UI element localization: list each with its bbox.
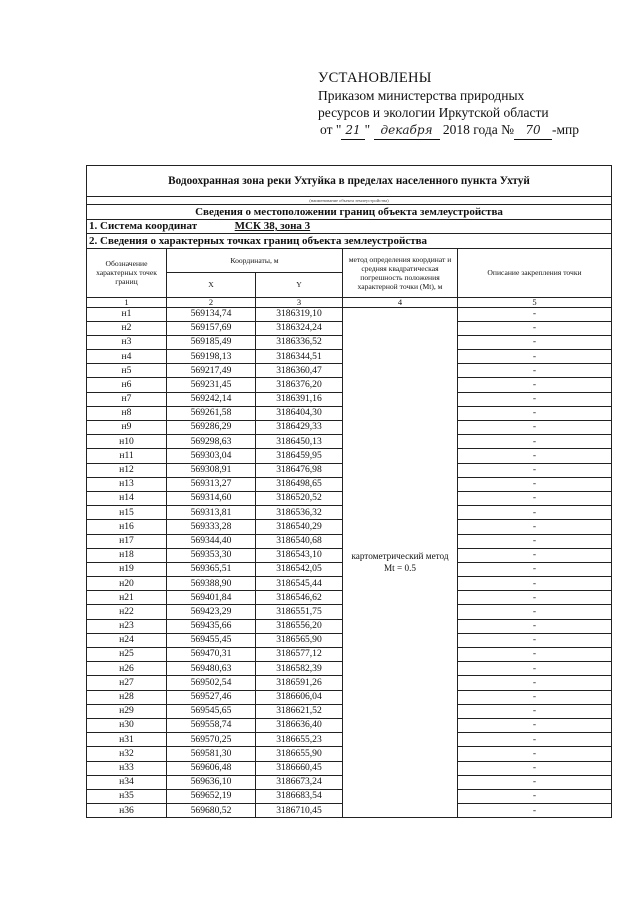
- header-x: X: [167, 272, 256, 297]
- point-description: -: [458, 804, 612, 818]
- point-description: -: [458, 676, 612, 690]
- point-id: н13: [87, 477, 167, 491]
- coord-x: 569231,45: [167, 378, 256, 392]
- header-coordinates: Координаты, м: [167, 248, 343, 272]
- point-description: -: [458, 619, 612, 633]
- handwritten-order-number: 70: [514, 122, 552, 140]
- point-description: -: [458, 477, 612, 491]
- coord-y: 3186655,90: [256, 747, 343, 761]
- point-description: -: [458, 463, 612, 477]
- date-prefix: от ": [320, 122, 342, 137]
- coord-x: 569570,25: [167, 733, 256, 747]
- point-id: н34: [87, 775, 167, 789]
- point-description: -: [458, 506, 612, 520]
- point-description: -: [458, 775, 612, 789]
- coord-y: 3186545,44: [256, 577, 343, 591]
- coord-y: 3186450,13: [256, 435, 343, 449]
- point-id: н8: [87, 406, 167, 420]
- coord-y: 3186543,10: [256, 548, 343, 562]
- coord-x: 569581,30: [167, 747, 256, 761]
- points-heading: 2. Сведения о характерных точках границ объекта землеустройства: [87, 234, 612, 249]
- point-description: -: [458, 648, 612, 662]
- date-year-text: 2018 года №: [442, 122, 514, 137]
- coord-y: 3186636,40: [256, 718, 343, 732]
- point-id: н33: [87, 761, 167, 775]
- date-quote-close: ": [364, 122, 371, 137]
- point-id: н26: [87, 662, 167, 676]
- coord-y: 3186404,30: [256, 406, 343, 420]
- coord-x: 569198,13: [167, 350, 256, 364]
- coord-x: 569134,74: [167, 307, 256, 321]
- coord-x: 569606,48: [167, 761, 256, 775]
- coord-x: 569308,91: [167, 463, 256, 477]
- coord-y: 3186683,54: [256, 789, 343, 803]
- coord-y: 3186391,16: [256, 392, 343, 406]
- point-description: -: [458, 491, 612, 505]
- coord-y: 3186582,39: [256, 662, 343, 676]
- header-point: Обозначение характерных точек границ: [87, 248, 167, 297]
- point-description: -: [458, 789, 612, 803]
- point-id: н22: [87, 605, 167, 619]
- coord-x: 569365,51: [167, 562, 256, 576]
- coord-y: 3186459,95: [256, 449, 343, 463]
- point-id: н20: [87, 577, 167, 591]
- point-description: -: [458, 335, 612, 349]
- coord-x: 569435,66: [167, 619, 256, 633]
- point-id: н35: [87, 789, 167, 803]
- order-suffix: -мпр: [551, 122, 579, 137]
- coord-x: 569185,49: [167, 335, 256, 349]
- column-number-1: 1: [87, 297, 167, 307]
- coord-y: 3186556,20: [256, 619, 343, 633]
- point-description: -: [458, 307, 612, 321]
- coord-y: 3186673,24: [256, 775, 343, 789]
- point-id: н18: [87, 548, 167, 562]
- point-id: н23: [87, 619, 167, 633]
- document-title: Водоохранная зона реки Ухтуйка в пределах населенного пункта Ухтуй: [87, 166, 612, 197]
- coord-y: 3186655,23: [256, 733, 343, 747]
- coord-system-row: [87, 219, 612, 234]
- coord-system-label: 1. Система координат: [89, 220, 198, 232]
- point-description: -: [458, 591, 612, 605]
- point-id: н30: [87, 718, 167, 732]
- coord-y: 3186360,47: [256, 364, 343, 378]
- coord-x: 569423,29: [167, 605, 256, 619]
- table-row: [87, 307, 612, 321]
- handwritten-day: 21: [341, 122, 364, 140]
- coord-x: 569261,58: [167, 406, 256, 420]
- coord-x: 569401,84: [167, 591, 256, 605]
- coord-y: 3186577,12: [256, 648, 343, 662]
- point-description: -: [458, 690, 612, 704]
- point-description: -: [458, 761, 612, 775]
- coord-y: 3186498,65: [256, 477, 343, 491]
- point-description: -: [458, 718, 612, 732]
- point-description: -: [458, 392, 612, 406]
- approval-date-line: [318, 121, 618, 140]
- approval-line-2: ресурсов и экологии Иркутской области: [318, 105, 549, 120]
- coord-y: 3186336,52: [256, 335, 343, 349]
- coord-x: 569470,31: [167, 648, 256, 662]
- point-description: -: [458, 421, 612, 435]
- approval-heading: УСТАНОВЛЕНЫ: [318, 70, 432, 86]
- coord-system-value: МСК 38, зона 3: [234, 220, 311, 232]
- point-id: н25: [87, 648, 167, 662]
- point-id: н16: [87, 520, 167, 534]
- point-id: н9: [87, 421, 167, 435]
- point-description: -: [458, 704, 612, 718]
- point-id: н10: [87, 435, 167, 449]
- coord-x: 569545,65: [167, 704, 256, 718]
- point-id: н31: [87, 733, 167, 747]
- coord-y: 3186540,68: [256, 534, 343, 548]
- coord-y: 3186621,52: [256, 704, 343, 718]
- point-id: н7: [87, 392, 167, 406]
- point-description: -: [458, 321, 612, 335]
- coord-y: 3186344,51: [256, 350, 343, 364]
- coord-y: 3186540,29: [256, 520, 343, 534]
- point-description: -: [458, 633, 612, 647]
- coord-x: 569652,19: [167, 789, 256, 803]
- coord-x: 569502,54: [167, 676, 256, 690]
- point-id: н24: [87, 633, 167, 647]
- point-id: н28: [87, 690, 167, 704]
- column-number-2: 2: [167, 297, 256, 307]
- boundary-points-table: [86, 165, 612, 818]
- point-description: -: [458, 534, 612, 548]
- coord-x: 569636,10: [167, 775, 256, 789]
- coord-x: 569527,46: [167, 690, 256, 704]
- point-description: -: [458, 605, 612, 619]
- coord-x: 569303,04: [167, 449, 256, 463]
- point-id: н29: [87, 704, 167, 718]
- header-y: Y: [256, 272, 343, 297]
- coord-x: 569344,40: [167, 534, 256, 548]
- coord-x: 569455,45: [167, 633, 256, 647]
- coord-x: 569480,63: [167, 662, 256, 676]
- point-id: н12: [87, 463, 167, 477]
- section-heading: Сведения о местоположении границ объекта землеустройства: [87, 205, 612, 220]
- approval-line-1: Приказом министерства природных: [318, 88, 525, 103]
- point-description: -: [458, 520, 612, 534]
- point-id: н14: [87, 491, 167, 505]
- coord-x: 569217,49: [167, 364, 256, 378]
- point-description: -: [458, 449, 612, 463]
- coord-x: 569353,30: [167, 548, 256, 562]
- point-id: н27: [87, 676, 167, 690]
- coord-y: 3186591,26: [256, 676, 343, 690]
- point-description: -: [458, 548, 612, 562]
- point-description: -: [458, 747, 612, 761]
- point-id: н1: [87, 307, 167, 321]
- point-description: -: [458, 562, 612, 576]
- coord-y: 3186710,45: [256, 804, 343, 818]
- coord-y: 3186476,98: [256, 463, 343, 477]
- coord-x: 569333,28: [167, 520, 256, 534]
- coord-x: 569157,69: [167, 321, 256, 335]
- coord-x: 569314,60: [167, 491, 256, 505]
- coord-y: 3186376,20: [256, 378, 343, 392]
- column-number-5: 5: [458, 297, 612, 307]
- point-id: н4: [87, 350, 167, 364]
- title-caption: (наименование объекта землеустройства): [87, 197, 612, 205]
- point-description: -: [458, 662, 612, 676]
- point-id: н6: [87, 378, 167, 392]
- coord-y: 3186542,05: [256, 562, 343, 576]
- coord-y: 3186520,52: [256, 491, 343, 505]
- point-id: н36: [87, 804, 167, 818]
- column-number-4: 4: [343, 297, 458, 307]
- coord-x: 569313,81: [167, 506, 256, 520]
- header-description: Описание закрепления точки: [458, 248, 612, 297]
- point-id: н11: [87, 449, 167, 463]
- column-number-3: 3: [256, 297, 343, 307]
- point-id: н21: [87, 591, 167, 605]
- method-cell: картометрический метод Mt = 0.5: [343, 307, 458, 818]
- handwritten-month: декабря: [374, 122, 440, 140]
- coord-y: 3186606,04: [256, 690, 343, 704]
- coord-y: 3186324,24: [256, 321, 343, 335]
- coord-x: 569298,63: [167, 435, 256, 449]
- coord-y: 3186429,33: [256, 421, 343, 435]
- point-id: н15: [87, 506, 167, 520]
- coord-y: 3186536,32: [256, 506, 343, 520]
- point-id: н19: [87, 562, 167, 576]
- point-id: н5: [87, 364, 167, 378]
- point-description: -: [458, 350, 612, 364]
- coord-x: 569680,52: [167, 804, 256, 818]
- point-description: -: [458, 435, 612, 449]
- point-description: -: [458, 577, 612, 591]
- point-description: -: [458, 733, 612, 747]
- coord-y: 3186546,62: [256, 591, 343, 605]
- coord-y: 3186319,10: [256, 307, 343, 321]
- point-id: н2: [87, 321, 167, 335]
- coord-y: 3186551,75: [256, 605, 343, 619]
- coord-x: 569388,90: [167, 577, 256, 591]
- point-id: н3: [87, 335, 167, 349]
- coord-x: 569313,27: [167, 477, 256, 491]
- approval-block: [318, 70, 618, 140]
- point-id: н17: [87, 534, 167, 548]
- header-method: метод определения координат и средняя квадратическая погрешность положения характерной точки (Mt), м: [343, 248, 458, 297]
- coord-y: 3186565,90: [256, 633, 343, 647]
- point-id: н32: [87, 747, 167, 761]
- coord-x: 569242,14: [167, 392, 256, 406]
- point-description: -: [458, 364, 612, 378]
- point-description: -: [458, 378, 612, 392]
- coord-y: 3186660,45: [256, 761, 343, 775]
- point-description: -: [458, 406, 612, 420]
- coord-x: 569558,74: [167, 718, 256, 732]
- coord-x: 569286,29: [167, 421, 256, 435]
